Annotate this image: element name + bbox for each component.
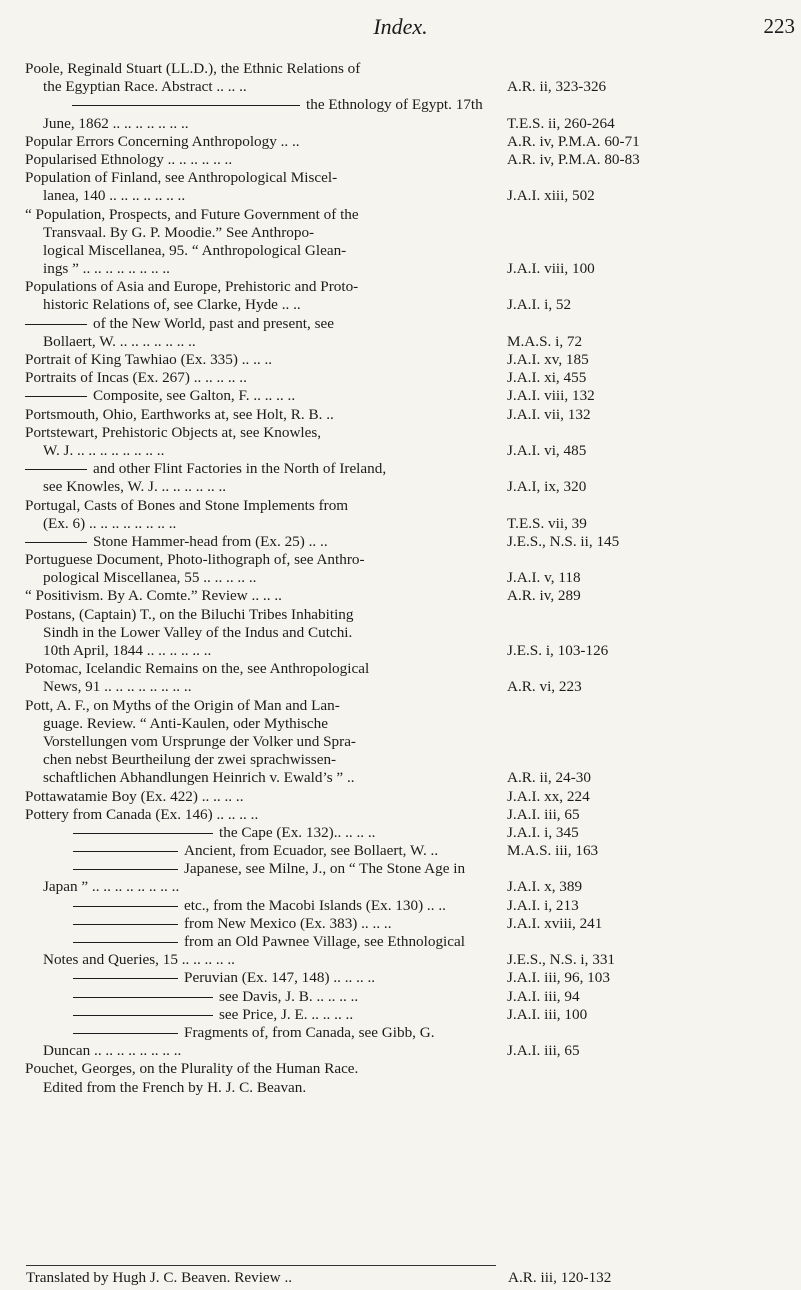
entry-reference: J.A.I. vi, 485 [507,441,587,459]
entry-text [43,442,164,460]
entry-text [25,533,328,551]
entry-reference: A.R. ii, 323-326 [507,78,607,96]
index-entry [25,351,797,369]
entry-text [25,806,258,824]
ditto-dash [73,851,178,852]
entry-text [43,1042,181,1060]
entry-text [43,242,346,260]
entry-text [43,260,170,278]
index-entries [25,60,797,1097]
index-entry [25,624,797,642]
entry-text [25,206,359,224]
entry-title: “ Positivism. By A. Comte.” Review .. .. .. [25,587,282,605]
entry-reference: J.A.I. iii, 96, 103 [507,969,610,987]
entry-reference: J.A.I. x, 389 [507,878,583,896]
index-entry [25,460,797,478]
entry-title: Postans, (Captain) T., on the Biluchi Tribes Inhabiting [25,605,354,623]
entry-reference: J.A.I. iii, 94 [507,987,580,1005]
entry-title: (Ex. 6) .. .. .. .. .. .. .. .. [43,514,177,532]
entry-text [25,606,354,624]
entry-text [25,387,295,405]
entry-reference: J.A.I. xi, 455 [507,369,587,387]
entry-title: schaftlichen Abhandlungen Heinrich v. Ewald’s ” .. [43,769,355,787]
index-entry [25,715,797,733]
entry-text [25,660,369,678]
entry-text [25,933,465,951]
entry-text [25,824,375,842]
entry-title: pological Miscellanea, 55 .. .. .. .. .. [43,569,257,587]
entry-title: Portrait of King Tawhiao (Ex. 335) .. .. .. [25,351,273,368]
page-header [0,14,801,44]
index-entry [25,424,797,442]
index-entry [25,1006,797,1024]
index-entry [25,915,797,933]
ditto-dash [73,1015,213,1016]
entry-text [25,406,334,424]
entry-title: the Egyptian Race. Abstract .. .. .. [43,78,247,96]
entry-text [25,60,360,78]
entry-text [25,133,300,151]
entry-title: Transvaal. By G. P. Moodie.” See Anthropo- [43,223,315,241]
entry-text [43,333,196,351]
index-entry [25,824,797,842]
entry-reference: J.A.I. v, 118 [507,569,581,587]
entry-title: Popular Errors Concerning Anthropology .. .. [25,132,300,150]
index-entry [25,497,797,515]
entry-text [43,751,336,769]
index-entry [25,478,797,496]
entry-reference: J.A.I. xx, 224 [507,787,590,805]
entry-title: Portsmouth, Ohio, Earthworks at, see Holt, R. B. .. [25,405,334,423]
entry-reference: A.R. iv, P.M.A. 60-71 [507,132,640,150]
index-entry [25,733,797,751]
entry-title: Edited from the French by H. J. C. Beavan. [43,1078,307,1096]
entry-reference: A.R. iv, P.M.A. 80-83 [507,150,640,168]
index-entry [25,151,797,169]
entry-text [25,369,247,387]
entry-reference: J.A.I. xv, 185 [507,351,589,368]
entry-title: the Cape (Ex. 132).. .. .. .. [219,823,376,841]
entry-text [43,951,235,969]
ditto-dash [73,869,178,870]
entry-title: Portraits of Incas (Ex. 267) .. .. .. .. .. [25,369,247,387]
entry-text [43,624,352,642]
index-entry [25,206,797,224]
entry-title: from an Old Pawnee Village, see Ethnological [184,933,465,950]
entry-reference: J.A.I. viii, 132 [507,387,595,405]
entry-text [25,551,365,569]
index-entry [25,878,797,896]
entry-text [25,915,392,933]
entry-text [25,988,358,1006]
entry-text [43,769,355,787]
entry-reference: J.A.I. xviii, 241 [507,914,603,932]
index-entry [25,315,797,333]
ditto-dash [73,833,213,834]
index-entry [25,333,797,351]
index-entry [25,788,797,806]
ditto-dash [73,906,178,907]
index-entry [25,169,797,187]
index-entry [25,1060,797,1078]
entry-text [43,715,328,733]
index-entry [25,96,797,114]
entry-reference: J.A.I. iii, 100 [507,1005,588,1023]
entry-text [25,1024,435,1042]
entry-title: see Davis, J. B. .. .. .. .. [219,987,359,1005]
entry-title: Fragments of, from Canada, see Gibb, G. [184,1023,435,1041]
ditto-dash [73,924,178,925]
entry-text [25,897,446,915]
entry-text [43,187,185,205]
entry-text [43,678,192,696]
ditto-dash [73,1033,178,1034]
entry-title: Japanese, see Milne, J., on “ The Stone Age in [184,860,466,878]
entry-reference: J.A.I. vii, 132 [507,405,591,423]
index-entry [25,1024,797,1042]
entry-reference: T.E.S. vii, 39 [507,514,587,532]
entry-title: Bollaert, W. .. .. .. .. .. .. .. [43,332,196,350]
entry-title: ings ” .. .. .. .. .. .. .. .. [43,260,170,278]
entry-reference: A.R. vi, 223 [507,678,582,696]
entry-title: and other Flint Factories in the North of Ireland, [93,460,387,478]
ditto-dash [25,396,87,397]
index-entry [25,60,797,78]
entry-reference: J.A.I. xiii, 502 [507,187,595,205]
index-entry [25,569,797,587]
entry-text [25,969,375,987]
entry-title: Pottery from Canada (Ex. 146) .. .. .. .. [25,805,259,823]
index-entry [25,969,797,987]
entry-text [25,460,386,478]
entry-reference: J.E.S. i, 103-126 [507,642,609,659]
entry-title: Composite, see Galton, F. .. .. .. .. [93,387,296,405]
ditto-dash [72,105,300,106]
entry-title: Portuguese Document, Photo-lithograph of, see Anthro- [25,551,365,569]
entry-reference: M.A.S. iii, 163 [507,842,599,860]
entry-text [43,733,356,751]
page-title: Index. [373,14,428,39]
index-entry [25,1042,797,1060]
footer-rule [26,1265,496,1266]
entry-title: Potomac, Icelandic Remains on the, see Anthropological [25,660,370,678]
entry-title: Popularised Ethnology .. .. .. .. .. .. [25,150,233,168]
footer-ref: A.R. iii, 120-132 [508,1269,612,1286]
entry-title: chen nebst Beurtheilung der zwei sprachwissen- [43,751,337,769]
index-entry [25,897,797,915]
entry-text [43,515,176,533]
entry-title: Portstewart, Prehistoric Objects at, see Knowles, [25,423,322,441]
entry-title: “ Population, Prospects, and Future Government of the [25,205,359,223]
index-entry [25,387,797,405]
entry-reference: J.A.I. i, 52 [507,296,572,314]
entry-text [25,1060,358,1078]
entry-text [43,478,226,496]
index-entry [25,78,797,96]
entry-reference: M.A.S. i, 72 [507,332,583,350]
entry-title: Populations of Asia and Europe, Prehistoric and Proto- [25,278,359,296]
entry-title: Duncan .. .. .. .. .. .. .. .. [43,1042,182,1060]
entry-reference: A.R. ii, 24-30 [507,769,591,787]
footer-text: Translated by Hugh J. C. Beaven. Review .. [26,1269,293,1286]
entry-reference: J.A.I. iii, 65 [507,805,580,823]
ditto-dash [25,542,87,543]
entry-title: historic Relations of, see Clarke, Hyde .. .. [43,296,301,314]
entry-reference: J.A.I. i, 213 [507,896,579,914]
entry-text [25,278,358,296]
footer-entry [26,1269,798,1289]
entry-title: Population of Finland, see Anthropological Miscel- [25,169,338,187]
index-entry [25,369,797,387]
index-entry [25,533,797,551]
entry-title: Ancient, from Ecuador, see Bollaert, W. .. [184,842,439,860]
entry-text [25,788,244,806]
index-entry [25,806,797,824]
index-entry [25,642,797,660]
index-entry [25,278,797,296]
ditto-dash [73,942,178,943]
entry-title: lanea, 140 .. .. .. .. .. .. .. [43,187,186,205]
index-entry [25,951,797,969]
entry-text [25,842,438,860]
ditto-dash [73,997,213,998]
ditto-dash [73,978,178,979]
entry-title: Poole, Reginald Stuart (LL.D.), the Ethnic Relations of [25,60,361,77]
entry-title: Pouchet, Georges, on the Plurality of the Human Race. [25,1060,359,1078]
entry-text [25,587,282,605]
entry-text [43,115,189,133]
entry-title: from New Mexico (Ex. 383) .. .. .. [184,914,392,932]
index-entry [25,260,797,278]
ditto-dash [25,469,87,470]
entry-title: see Knowles, W. J. .. .. .. .. .. .. [43,478,227,496]
index-entry [25,751,797,769]
index-entry [25,769,797,787]
index-entry [25,988,797,1006]
entry-reference: J.A.I, ix, 320 [507,478,587,496]
entry-title: Notes and Queries, 15 .. .. .. .. .. [43,951,235,969]
entry-reference: A.R. iv, 289 [507,587,581,605]
index-entry [25,242,797,260]
entry-title: Pott, A. F., on Myths of the Origin of Man and Lan- [25,696,340,714]
entry-reference: J.A.I. iii, 65 [507,1042,580,1060]
index-entry [25,842,797,860]
entry-title: guage. Review. “ Anti-Kaulen, oder Mythische [43,714,328,732]
index-entry [25,587,797,605]
entry-title: June, 1862 .. .. .. .. .. .. .. [43,114,189,132]
index-entry [25,115,797,133]
entry-reference: J.E.S., N.S. i, 331 [507,951,616,969]
entry-text [25,169,337,187]
index-entry [25,678,797,696]
entry-text [25,424,321,442]
entry-text [25,497,348,515]
index-entry [25,133,797,151]
entry-title: Peruvian (Ex. 147, 148) .. .. .. .. [184,969,376,987]
entry-title: Sindh in the Lower Valley of the Indus and Cutchi. [43,623,353,641]
entry-text [43,78,247,96]
entry-title: Vorstellungen vom Ursprunge der Volker und Spra- [43,732,356,750]
page-number: 223 [763,14,795,38]
entry-text [25,697,340,715]
entry-title: Pottawatamie Boy (Ex. 422) .. .. .. .. [25,787,244,805]
entry-title: Japan ” .. .. .. .. .. .. .. .. [43,878,180,896]
entry-title: News, 91 .. .. .. .. .. .. .. .. [43,678,192,696]
entry-text [25,351,272,369]
index-entry [25,1079,797,1097]
entry-title: logical Miscellanea, 95. “ Anthropological Glean- [43,241,347,259]
index-entry [25,860,797,878]
entry-reference: J.A.I. viii, 100 [507,260,595,278]
ditto-dash [25,324,87,325]
entry-text [43,878,179,896]
entry-text [43,569,256,587]
entry-title: of the New World, past and present, see [93,314,335,332]
entry-reference: J.E.S., N.S. ii, 145 [507,532,620,550]
entry-text [25,151,232,169]
entry-title: Portugal, Casts of Bones and Stone Implements from [25,496,349,514]
entry-text [25,96,483,114]
entry-title: Stone Hammer-head from (Ex. 25) .. .. [93,532,328,550]
entry-title: W. J. .. .. .. .. .. .. .. .. [43,441,165,459]
entry-title: 10th April, 1844 .. .. .. .. .. .. [43,642,212,659]
entry-text [25,1006,353,1024]
index-entry [25,406,797,424]
index-entry [25,551,797,569]
entry-text [43,642,211,660]
index-entry [25,660,797,678]
index-entry [25,224,797,242]
entry-text [25,860,465,878]
entry-title: see Price, J. E. .. .. .. .. [219,1005,354,1023]
index-entry [25,442,797,460]
index-entry [25,933,797,951]
entry-text [43,1079,306,1097]
index-entry [25,515,797,533]
entry-text [43,224,314,242]
entry-text [43,296,301,314]
entry-text [25,315,334,333]
entry-reference: T.E.S. ii, 260-264 [507,114,615,132]
index-entry [25,606,797,624]
entry-title: etc., from the Macobi Islands (Ex. 130) .. .. [184,896,446,914]
index-entry [25,697,797,715]
index-entry [25,187,797,205]
index-entry [25,296,797,314]
entry-title: the Ethnology of Egypt. 17th [306,96,483,114]
entry-reference: J.A.I. i, 345 [507,823,579,841]
